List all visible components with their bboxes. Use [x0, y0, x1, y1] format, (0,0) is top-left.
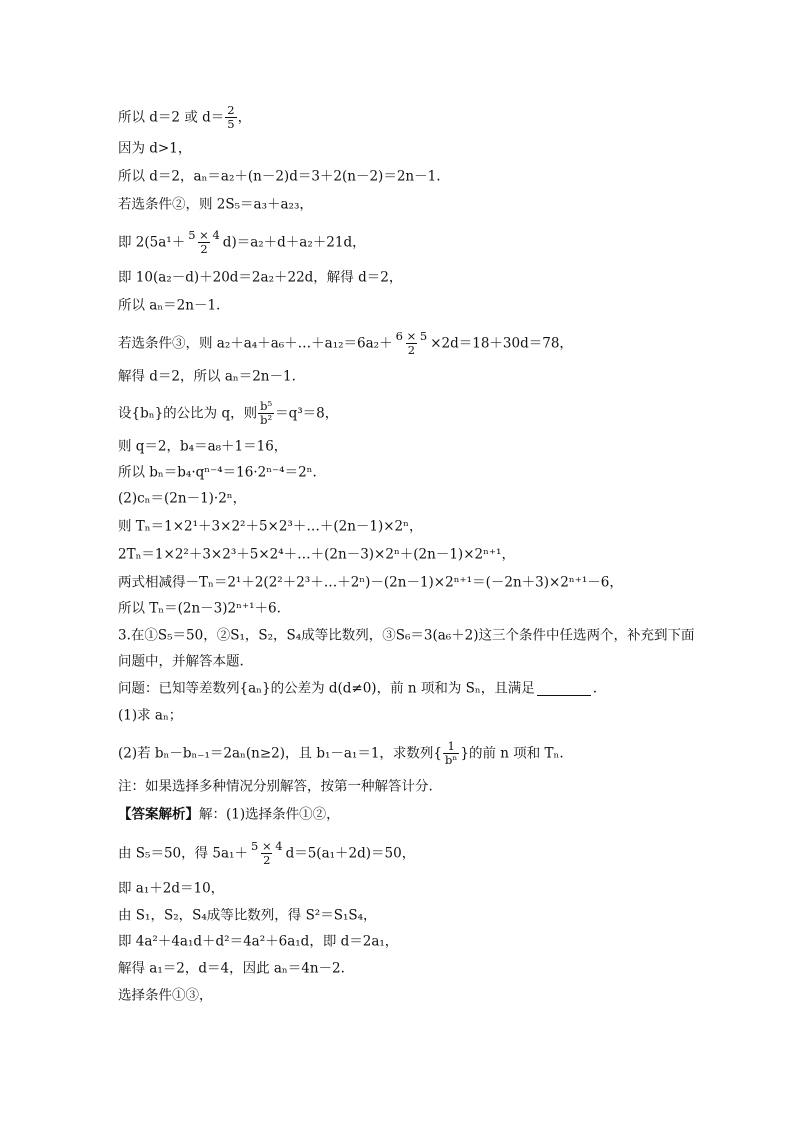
- text-segment: 因为 d>1，: [118, 140, 192, 157]
- text-line: [118, 268, 402, 287]
- text-segment: 设{bₙ}的公比为 q，则: [118, 405, 258, 422]
- text-line: [118, 840, 415, 867]
- text-segment: 即 a₁＋2d＝10，: [118, 880, 225, 897]
- fraction-denominator: 2: [407, 343, 416, 357]
- text-line: [118, 545, 515, 564]
- text-segment: (2)若 bₙ－bₙ₋₁＝2aₙ(n≥2)，且 b₁－a₁＝1，求数列{: [118, 745, 443, 762]
- text-line: [118, 599, 281, 618]
- text-line: [118, 932, 398, 951]
- fraction: [258, 400, 274, 427]
- text-line: [118, 139, 191, 158]
- text-segment: 所以 d＝2 或 d＝: [118, 109, 225, 126]
- text-line: [118, 573, 623, 592]
- fraction: [443, 740, 459, 767]
- text-segment: ，: [237, 109, 252, 126]
- text-segment: 若选条件③，则 a₂＋a₄＋a₆＋…＋a₁₂＝6a₂＋: [118, 335, 393, 352]
- text-segment: d＝5(a₁＋2d)＝50，: [285, 845, 416, 862]
- fraction-denominator: 5: [227, 117, 235, 131]
- text-segment: 所以 bₙ＝b₄·qⁿ⁻⁴＝16·2ⁿ⁻⁴＝2ⁿ.: [118, 464, 317, 481]
- text-line: [118, 706, 182, 725]
- text-segment: (2)cₙ＝(2n－1)·2ⁿ，: [118, 490, 247, 507]
- fraction-denominator: bⁿ: [445, 753, 458, 767]
- fraction: [394, 330, 430, 357]
- text-line: [118, 740, 564, 767]
- text-line: [118, 367, 296, 386]
- text-line: [118, 777, 433, 796]
- text-line: [118, 167, 441, 186]
- text-segment: 即 4a²＋4a₁d＋d²＝4a²＋6a₁d，即 d＝2a₁，: [118, 933, 399, 950]
- text-line: [118, 400, 338, 427]
- text-segment: 问题中，并解答本题.: [118, 653, 244, 670]
- fraction-numerator: 5 × 4: [250, 839, 283, 853]
- fraction-numerator: 5 × 4: [188, 228, 220, 242]
- text-line: [118, 463, 317, 482]
- text-line: [118, 986, 213, 1005]
- text-line: [118, 489, 246, 508]
- text-segment: ＝q³＝8，: [275, 405, 339, 422]
- text-segment: 由 S₁，S₂，S₄成等比数列，得 S²＝S₁S₄，: [118, 907, 377, 924]
- fraction-denominator: 2: [200, 242, 208, 256]
- answer-blank: [537, 682, 591, 696]
- text-segment: ×2d＝18＋30d＝78，: [430, 335, 573, 352]
- text-line: [118, 906, 377, 925]
- text-segment: 即 2(5a¹＋: [118, 234, 186, 251]
- text-line: [118, 652, 244, 671]
- fraction-denominator: 2: [263, 853, 271, 867]
- text-line: [118, 879, 224, 898]
- text-segment: 则 q＝2，b₄＝a₈＋1＝16，: [118, 438, 288, 455]
- text-line: [118, 296, 220, 315]
- text-segment: 若选条件②，则 2S₅＝a₃＋a₂₃，: [118, 196, 313, 213]
- fraction: [225, 104, 236, 131]
- answer-analysis-heading: 【答案解析】: [118, 806, 199, 823]
- text-segment: 解：(1)选择条件①②，: [199, 806, 340, 823]
- text-line: [118, 437, 287, 456]
- fraction-numerator: 1: [447, 739, 455, 753]
- text-segment: 2Tₙ＝1×2²＋3×2³＋5×2⁴＋…＋(2n－3)×2ⁿ＋(2n－1)×2ⁿ⁺¹，: [118, 546, 515, 563]
- text-line: [118, 679, 597, 698]
- fraction: [186, 229, 222, 256]
- text-segment: 问题：已知等差数列{aₙ}的公差为 d(d≠0)，前 n 项和为 Sₙ，且满足: [118, 680, 535, 697]
- text-segment: 所以 d＝2，aₙ＝a₂＋(n－2)d＝3＋2(n－2)＝2n－1.: [118, 168, 441, 185]
- text-line: [118, 805, 340, 824]
- text-segment: 由 S₅＝50，得 5a₁＋: [118, 845, 248, 862]
- text-line: [118, 104, 251, 131]
- text-segment: 选择条件①③，: [118, 987, 213, 1004]
- text-line: [118, 330, 573, 357]
- text-segment: 3.在①S₅＝50，②S₁，S₂，S₄成等比数列，③S₆＝3(a₆＋2)这三个条件中任选两个，补充到下面: [118, 627, 695, 644]
- fraction-denominator: b²: [260, 413, 273, 427]
- fraction-numerator: 6 × 5: [395, 329, 428, 343]
- text-line: [118, 517, 423, 536]
- text-segment: 解得 d＝2，所以 aₙ＝2n－1.: [118, 368, 296, 385]
- text-segment: .: [592, 680, 598, 697]
- fraction-numerator: b⁵: [260, 399, 273, 413]
- text-segment: 两式相减得－Tₙ＝2¹＋2(2²＋2³＋…＋2ⁿ)－(2n－1)×2ⁿ⁺¹＝(－2n＋3)×2ⁿ⁺¹－6，: [118, 574, 623, 591]
- text-segment: 解得 a₁＝2，d＝4，因此 aₙ＝4n－2.: [118, 960, 345, 977]
- text-line: [118, 959, 345, 978]
- text-segment: 所以 Tₙ＝(2n－3)2ⁿ⁺¹＋6.: [118, 600, 281, 617]
- text-segment: 注：如果选择多种情况分别解答，按第一种解答计分.: [118, 778, 433, 795]
- text-segment: (1)求 aₙ；: [118, 707, 183, 724]
- text-segment: d)＝a₂＋d＋a₂＋21d，: [222, 234, 366, 251]
- text-segment: }的前 n 项和 Tₙ.: [460, 745, 564, 762]
- text-segment: 所以 aₙ＝2n－1.: [118, 297, 221, 314]
- text-line: [118, 229, 366, 256]
- text-line: [118, 626, 695, 645]
- fraction-numerator: 2: [227, 103, 235, 117]
- fraction: [249, 840, 285, 867]
- text-segment: 即 10(a₂－d)＋20d＝2a₂＋22d，解得 d＝2，: [118, 269, 403, 286]
- text-segment: 则 Tₙ＝1×2¹＋3×2²＋5×2³＋…＋(2n－1)×2ⁿ，: [118, 518, 423, 535]
- text-line: [118, 195, 313, 214]
